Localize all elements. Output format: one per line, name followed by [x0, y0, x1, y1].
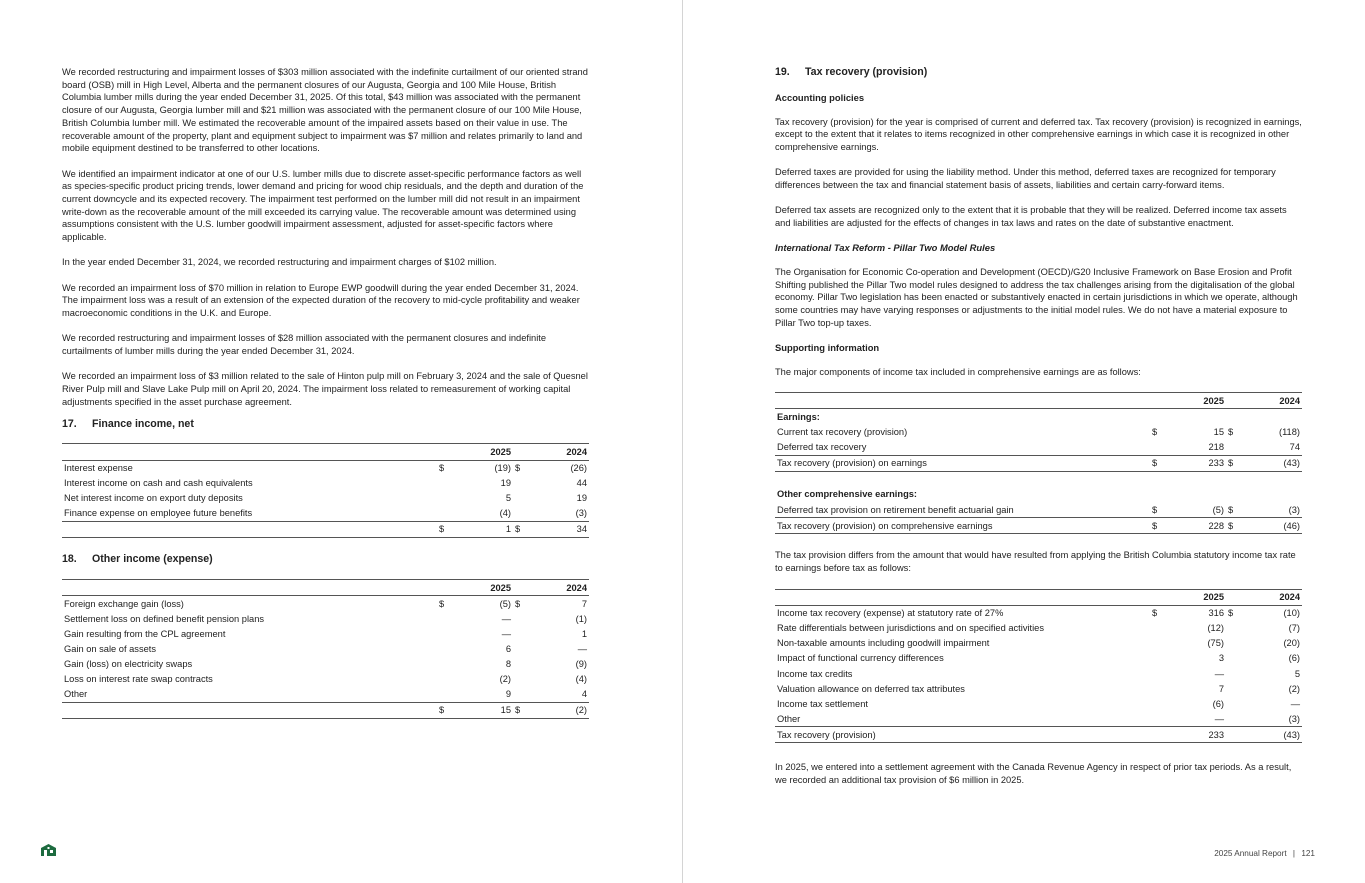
table-row: [62, 672, 589, 687]
table-row: [62, 611, 589, 626]
row-label: Deferred tax provision on retirement benefit actuarial gain: [777, 504, 1014, 515]
currency-symbol: [513, 641, 529, 656]
table-header-row: 2025 2024: [775, 393, 1302, 409]
currency-symbol: [437, 491, 453, 506]
value-2025: 6: [505, 643, 511, 654]
currency-symbol: $: [1152, 427, 1158, 438]
value-2025: 3: [1218, 653, 1224, 664]
right-column: [775, 66, 1302, 799]
currency-symbol: $: [513, 521, 529, 537]
subheading-accounting-policies: Accounting policies: [775, 92, 865, 103]
value-2025: 15: [453, 702, 513, 718]
currency-symbol: $: [437, 521, 453, 537]
value-2024: (9): [575, 659, 587, 670]
currency-symbol: [1150, 681, 1166, 696]
report-name: 2025 Annual Report: [1214, 849, 1287, 858]
row-label: Loss on interest rate swap contracts: [64, 674, 213, 685]
page-number: 121: [1301, 849, 1315, 858]
currency-symbol: [1226, 727, 1242, 743]
row-label: Finance expense on employee future benefits: [64, 508, 253, 519]
finance-income-table: [62, 443, 589, 538]
table-row: [775, 605, 1302, 621]
row-label: Tax recovery (provision) on earnings: [775, 455, 1150, 471]
currency-symbol: [1150, 666, 1166, 681]
table-row: [775, 440, 1302, 456]
currency-symbol: $: [439, 463, 445, 474]
currency-symbol: [1150, 440, 1166, 456]
tax-components-table: [775, 392, 1302, 534]
value-2024: (6): [1288, 653, 1300, 664]
row-label: Other: [777, 713, 801, 724]
table-total-row: [775, 455, 1302, 471]
value-2024: 44: [576, 478, 587, 489]
currency-symbol: [437, 506, 453, 522]
table-total-row: [62, 521, 589, 537]
value-2025: 218: [1208, 442, 1224, 453]
subheading-supporting-information: Supporting information: [775, 342, 880, 353]
row-label: Other: [64, 689, 88, 700]
paragraph: We recorded an impairment loss of $70 million in relation to Europe EWP goodwill during the year ended December 31, 2024. The impairment loss was a result of an extension of the expected duration of the recovery to mid-cycle profitability and weaker macroeconomic conditions in the U.K. and Europe.: [62, 282, 580, 319]
value-2024: (3): [575, 508, 587, 519]
row-label: Tax recovery (provision) on comprehensive earnings: [775, 518, 1150, 534]
table-row: [62, 626, 589, 641]
value-2025: (75): [1207, 638, 1224, 649]
currency-symbol: [1226, 666, 1242, 681]
currency-symbol: $: [1228, 427, 1234, 438]
value-2024: 4: [581, 689, 587, 700]
currency-symbol: [513, 476, 529, 491]
paragraph: Tax recovery (provision) for the year is comprised of current and deferred tax. Tax recovery (provision) is recognized in earnings, except to the extent that it relates to items recognized in other comprehensive earnings in which case it is recognized in other comprehensive earnings.: [775, 116, 1302, 152]
value-2024: (43): [1242, 455, 1302, 471]
value-2025: (4): [499, 508, 511, 519]
paragraph: We recorded restructuring and impairment losses of $28 million associated with the permanent closures and indefinite curtailments of lumber mills during the year ended December 31, 2024.: [62, 333, 547, 357]
section-heading-tax: 19. Tax recovery (provision): [775, 66, 928, 78]
currency-symbol: [1150, 621, 1166, 636]
other-income-table: [62, 579, 589, 719]
currency-symbol: [1150, 711, 1166, 727]
row-label: Gain on sale of assets: [64, 643, 156, 654]
value-2025: 8: [505, 659, 511, 670]
table-header-row: 2025 2024: [775, 589, 1302, 605]
paragraph: Deferred taxes are provided for using the liability method. Under this method, deferred taxes are recognized for temporary differences between the tax and financial statement basis of assets, liabilities and certain carry-forward items.: [775, 167, 1276, 190]
currency-symbol: [513, 491, 529, 506]
table-row: [62, 596, 589, 612]
value-2024: (3): [1288, 504, 1300, 515]
currency-symbol: [1226, 651, 1242, 666]
currency-symbol: [513, 611, 529, 626]
value-2025: —: [501, 613, 511, 624]
row-label: Interest expense: [64, 463, 133, 474]
value-2025: 7: [1218, 683, 1224, 694]
table-row: [62, 460, 589, 476]
currency-symbol: [1150, 727, 1166, 743]
row-label: Foreign exchange gain (loss): [64, 598, 184, 609]
value-2024: (43): [1242, 727, 1302, 743]
company-logo-icon: [40, 843, 57, 857]
left-page: [0, 0, 682, 883]
section-heading-finance: 17. Finance income, net: [62, 418, 194, 431]
paragraph: Deferred tax assets are recognized only to the extent that it is probable that they will be realized. Deferred income tax assets and liabilities are adjusted for the effects of changes in tax laws and rates on the date of substantive enactment.: [775, 205, 1287, 228]
value-2025: 228: [1166, 518, 1226, 534]
row-label: Deferred tax recovery: [777, 442, 867, 453]
currency-symbol: $: [1226, 455, 1242, 471]
value-2024: 74: [1289, 442, 1300, 453]
value-2025: 1: [453, 521, 513, 537]
value-2025: 19: [500, 478, 511, 489]
value-2024: (26): [570, 463, 587, 474]
table-row: [62, 491, 589, 506]
currency-symbol: $: [1228, 504, 1234, 515]
currency-symbol: [437, 687, 453, 703]
row-label: Income tax recovery (expense) at statutory rate of 27%: [777, 608, 1004, 619]
currency-symbol: [1226, 696, 1242, 711]
value-2025: (5): [499, 598, 511, 609]
currency-symbol: $: [439, 598, 445, 609]
left-column: [62, 66, 589, 719]
table-row: [62, 476, 589, 491]
currency-symbol: [437, 476, 453, 491]
currency-symbol: [1226, 636, 1242, 651]
paragraph: We recorded an impairment loss of $3 million related to the sale of Hinton pulp mill on February 3, 2024 and the sale of Quesnel River Pulp mill and Slave Lake Pulp mill on April 20, 2024. The impairment loss related to remeasurement of working capital adjustments specified in the asset purchase agreement.: [62, 371, 588, 407]
currency-symbol: [513, 672, 529, 687]
currency-symbol: $: [1152, 504, 1158, 515]
value-2025: (6): [1212, 698, 1224, 709]
row-label: Tax recovery (provision): [775, 727, 1150, 743]
value-2024: (7): [1288, 623, 1300, 634]
value-2025: —: [1214, 713, 1224, 724]
currency-symbol: $: [513, 702, 529, 718]
row-label: Rate differentials between jurisdictions and on specified activities: [777, 623, 1045, 634]
currency-symbol: [513, 656, 529, 671]
currency-symbol: [437, 611, 453, 626]
row-label: Interest income on cash and cash equivalents: [64, 478, 253, 489]
value-2024: (1): [575, 613, 587, 624]
table-row: [775, 502, 1302, 518]
value-2025: —: [1214, 668, 1224, 679]
currency-symbol: [437, 672, 453, 687]
table-row: [775, 711, 1302, 727]
tax-reconciliation-table: [775, 589, 1302, 744]
value-2024: 5: [1294, 668, 1300, 679]
value-2024: —: [1290, 698, 1300, 709]
value-2024: 7: [581, 598, 587, 609]
paragraph: The tax provision differs from the amount that would have resulted from applying the British Columbia statutory income tax rate to earnings before tax as follows:: [775, 550, 1296, 573]
value-2025: (19): [494, 463, 511, 474]
row-label: [62, 702, 437, 718]
table-total-row: [775, 518, 1302, 534]
currency-symbol: [1150, 696, 1166, 711]
table-row: [775, 666, 1302, 681]
table-section-row: Earnings:: [777, 411, 820, 422]
currency-symbol: [513, 506, 529, 522]
currency-symbol: $: [1150, 455, 1166, 471]
table-row: [775, 621, 1302, 636]
value-2024: (3): [1288, 713, 1300, 724]
table-row: [775, 424, 1302, 439]
table-row: [62, 687, 589, 703]
paragraph: The Organisation for Economic Co-operation and Development (OECD)/G20 Inclusive Framework on Base Erosion and Profit Shifting published the Pillar Two model rules designed to address the tax challenges arising from the digitalisation of the global economy. Pillar Two legislation has been enacted or substantively enacted in certain jurisdictions in which we operate, although some countries may have varying responses or adjustments to the initial model rules. We do not have a material exposure to Pillar Two top-up taxes.: [775, 266, 1298, 328]
table-row: [62, 656, 589, 671]
row-label: Income tax settlement: [777, 698, 868, 709]
currency-symbol: [1226, 711, 1242, 727]
paragraph: In 2025, we entered into a settlement agreement with the Canada Revenue Agency in respect of prior tax periods. As a result, we recorded an additional tax provision of $6 million in 2025.: [775, 762, 1292, 786]
value-2024: (2): [1288, 683, 1300, 694]
currency-symbol: $: [437, 702, 453, 718]
subheading-pillar-two: International Tax Reform - Pillar Two Model Rules: [775, 242, 996, 254]
table-row: [62, 641, 589, 656]
paragraph: We identified an impairment indicator at one of our U.S. lumber mills due to discrete asset-specific performance factors as well as species-specific product pricing trends, lower demand and pricing for wood chip residuals, and the depth and duration of the current downcycle and its expected recovery. The impairment test performed on the lumber mill did not result in an impairment write-down as the recoverable amount of the mill exceeded its carrying value. The recoverable amount was determined using assumptions consistent with the U.S. lumber goodwill impairment assessment, adjusted for asset-specific factors where applicable.: [62, 168, 584, 243]
currency-symbol: $: [1150, 518, 1166, 534]
value-2024: 19: [576, 493, 587, 504]
table-section-row: Other comprehensive earnings:: [777, 489, 918, 500]
row-label: [62, 521, 437, 537]
value-2025: 233: [1166, 455, 1226, 471]
currency-symbol: [1226, 440, 1242, 456]
row-label: Income tax credits: [777, 668, 853, 679]
value-2025: (2): [499, 674, 511, 685]
currency-symbol: [437, 656, 453, 671]
currency-symbol: [1226, 681, 1242, 696]
table-total-row: [62, 702, 589, 718]
footer-separator: |: [1292, 849, 1296, 858]
currency-symbol: $: [515, 598, 521, 609]
currency-symbol: [513, 687, 529, 703]
right-page: [683, 0, 1365, 883]
paragraph: The major components of income tax included in comprehensive earnings are as follows:: [775, 366, 1141, 377]
value-2024: (2): [529, 702, 589, 718]
currency-symbol: [1226, 621, 1242, 636]
value-2025: —: [501, 628, 511, 639]
table-total-row: [775, 727, 1302, 743]
row-label: Non-taxable amounts including goodwill impairment: [777, 638, 990, 649]
table-row: [775, 636, 1302, 651]
currency-symbol: [1150, 636, 1166, 651]
row-label: Net interest income on export duty deposits: [64, 493, 243, 504]
currency-symbol: [437, 626, 453, 641]
table-row: [775, 696, 1302, 711]
value-2024: (20): [1283, 638, 1300, 649]
currency-symbol: $: [1152, 608, 1158, 619]
section-heading-other-income: 18. Other income (expense): [62, 553, 213, 565]
paragraph: In the year ended December 31, 2024, we recorded restructuring and impairment charges of $102 million.: [62, 257, 497, 268]
paragraph: We recorded restructuring and impairment losses of $303 million associated with the indefinite curtailment of our oriented strand board (OSB) mill in High Level, Alberta and the permanent closures of our Augusta, Georgia and 100 Mile House, British Columbia lumber mills during the year ended December 31, 2025. Of this total, $43 million was associated with the permanent closure of our Augusta, Georgia lumber mill and $21 million was associated with the permanent closure of our 100 Mile House, British Columbia lumber mill. We estimated the recoverable amount of the impaired assets based on their value in use. The recoverable amount of the property, plant and equipment subject to impairment was $7 million and relates primarily to land and mobile equipment destined to be transferred to other locations.: [62, 67, 588, 154]
row-label: Valuation allowance on deferred tax attributes: [777, 683, 965, 694]
value-2025: (12): [1207, 623, 1224, 634]
row-label: Gain (loss) on electricity swaps: [64, 659, 193, 670]
table-header-row: 2025 2024: [62, 444, 589, 460]
currency-symbol: [437, 641, 453, 656]
value-2024: 34: [529, 521, 589, 537]
value-2025: 5: [505, 493, 511, 504]
table-header-row: 2025 2024: [62, 580, 589, 596]
value-2025: 9: [505, 689, 511, 700]
row-label: Gain resulting from the CPL agreement: [64, 628, 226, 639]
value-2025: 316: [1208, 608, 1224, 619]
value-2024: (46): [1242, 518, 1302, 534]
currency-symbol: [1150, 651, 1166, 666]
currency-symbol: $: [1228, 608, 1234, 619]
value-2024: 1: [581, 628, 587, 639]
value-2025: 233: [1166, 727, 1226, 743]
value-2024: (118): [1278, 427, 1300, 438]
table-row: [62, 506, 589, 522]
value-2024: (4): [575, 674, 587, 685]
value-2025: (5): [1212, 504, 1224, 515]
row-label: Settlement loss on defined benefit pension plans: [64, 613, 265, 624]
table-row: [775, 651, 1302, 666]
page-footer: [1214, 849, 1315, 858]
table-row: [775, 681, 1302, 696]
value-2025: 15: [1213, 427, 1224, 438]
currency-symbol: $: [1226, 518, 1242, 534]
row-label: Impact of functional currency differences: [777, 653, 944, 664]
currency-symbol: [513, 626, 529, 641]
value-2024: —: [577, 643, 587, 654]
currency-symbol: $: [515, 463, 521, 474]
value-2024: (10): [1283, 608, 1300, 619]
row-label: Current tax recovery (provision): [777, 427, 908, 438]
table-spacer: [775, 471, 1302, 487]
